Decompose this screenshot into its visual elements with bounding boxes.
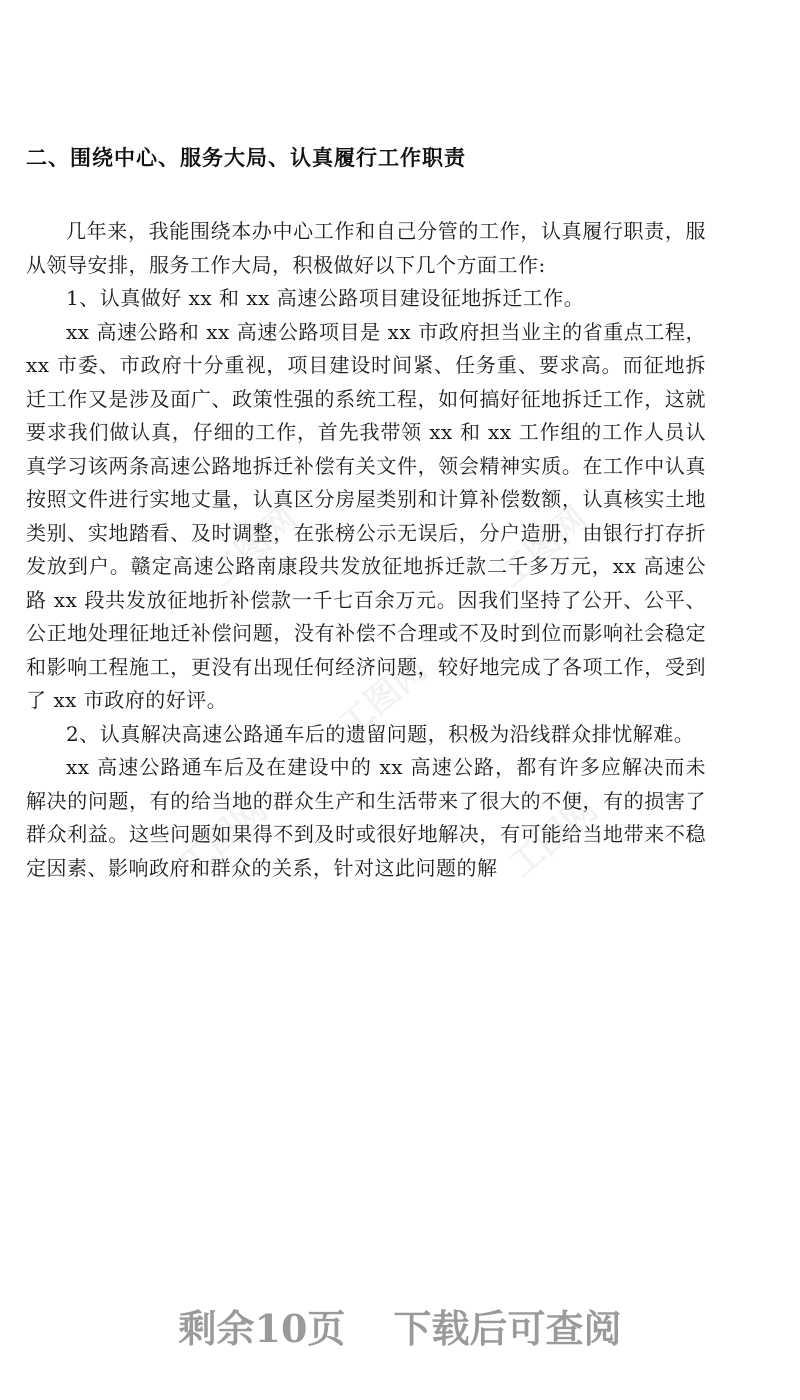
paragraph-item-1-title: 1、认真做好 xx 和 xx 高速公路项目建设征地拆迁工作。: [66, 286, 585, 310]
document-body: [26, 215, 706, 885]
paragraph-item-1-body: xx 高速公路和 xx 高速公路项目是 xx 市政府担当业主的省重点工程，xx 市委、市政府十分重视，项目建设时间紧、任务重、要求高。而征地拆迁工作又是涉及面广、政策性强的系统工程，如何搞好征地拆迁工作，这就要求我们做认真，仔细的工作，首先我带领 xx 和 xx 工作组的工作人员认真学习该两条高速公路地拆迁补偿有关文件，领会精神实质。在工作中认真按照文件进行实地丈量，认真区分房屋类别和计算补偿数额，认真核实土地类别、实地踏看、及时调整，在张榜公示无误后，分户造册，由银行打存折发放到户。赣定高速公路南康段共发放征地拆迁款二千多万元，xx 高速公路 xx 段共发放征地折补偿款一千七百余万元。因我们坚持了公开、公平、公正地处理征地迁补偿问题，没有补偿不合理或不及时到位而影响社会稳定和影响工程施工，更没有出现任何经济问题，较好地完成了各项工作，受到了 xx 市政府的好评。: [26, 319, 706, 712]
paragraph-intro: 几年来，我能围绕本办中心工作和自己分管的工作，认真履行职责，服从领导安排，服务工作大局，积极做好以下几个方面工作:: [26, 219, 706, 277]
download-prompt[interactable]: [0, 1298, 800, 1353]
watermark: 工图网: [491, 499, 596, 596]
watermark: 工图网: [501, 789, 606, 886]
section-heading: 二、围绕中心、服务大局、认真履行工作职责: [26, 146, 466, 170]
paragraph-item-2-body: xx 高速公路通车后及在建设中的 xx 高速公路，都有许多应解决而未解决的问题，有的给当地的群众生产和生活带来了很大的不便，有的损害了群众利益。这些问题如果得不到及时或很好地解决，有可能给当地带来不稳定因素、影响政府和群众的关系，针对这此问题的解: [26, 755, 706, 880]
watermark: 工图网: [331, 649, 436, 746]
download-hint-label: 下载后可查阅: [393, 1306, 622, 1351]
remaining-pages-label: 剩余10页: [178, 1306, 346, 1351]
paragraph-item-2-title: 2、认真解决高速公路通车后的遗留问题，积极为沿线群众排忧解难。: [66, 721, 695, 746]
watermark: 工图网: [201, 499, 306, 596]
watermark: 工图网: [171, 789, 276, 886]
